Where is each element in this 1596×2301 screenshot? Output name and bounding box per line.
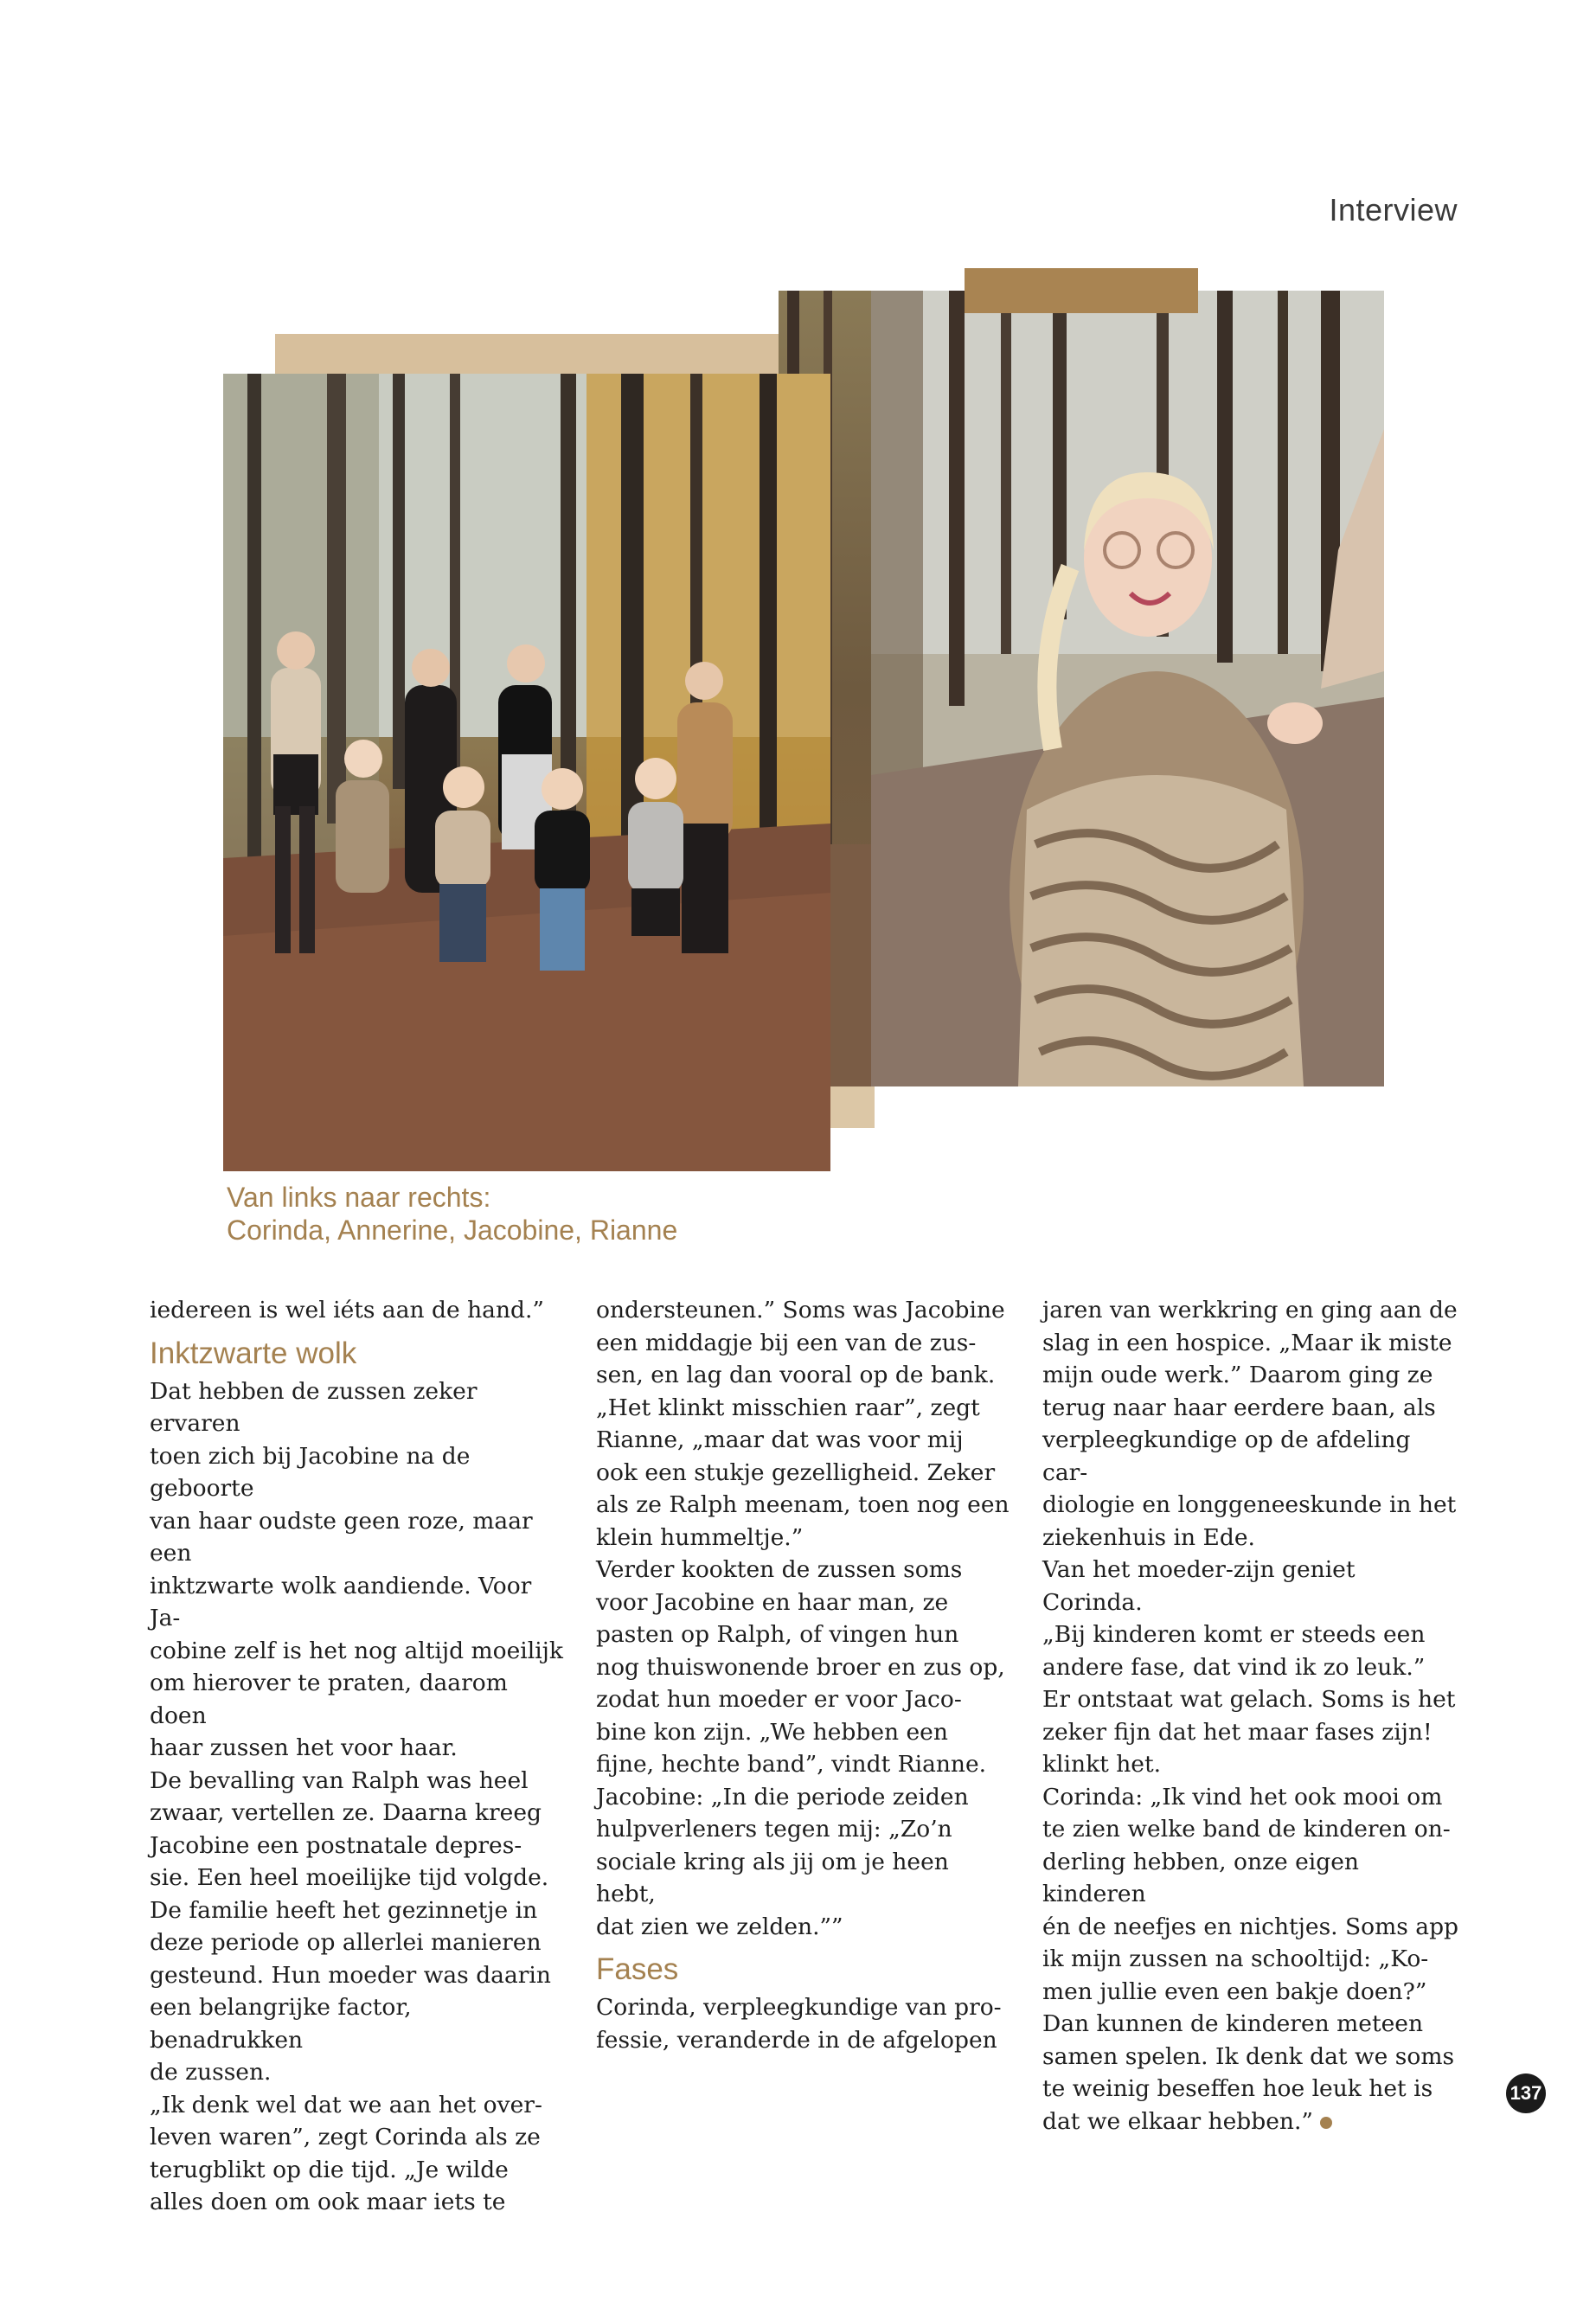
end-of-article-dot-icon <box>1320 2117 1332 2129</box>
article-column-3 <box>1042 1294 1461 2138</box>
paragraph: Verder kookten de zussen soms voor Jacobine en haar man, ze pasten op Ralph, of vingen hun nog thuiswonende broer en zus op, zodat hun moeder er voor Jaco- bine kon zijn. „We hebben een fijne, hechte band”, vindt Rianne. Jacobine: „In die periode zeiden hulpverleners tegen mij: „Zo’n sociale kring als jij om je heen hebt, dat zien we zelden.”” <box>596 1556 1005 1940</box>
article-column-2 <box>596 1294 1015 2056</box>
photo-caption <box>227 1181 677 1247</box>
paragraph: „Ik denk wel dat we aan het over- leven waren”, zegt Corinda als ze terugblikt op die tijd. „Je wilde alles doen om ook maar iets te <box>150 2091 542 2215</box>
family-photo <box>223 374 830 1171</box>
caption-line-1: Van links naar rechts: <box>227 1182 491 1213</box>
tape-strip-dark-decoration <box>965 268 1198 313</box>
section-label: Interview <box>1329 192 1458 228</box>
paragraph: ondersteunen.” Soms was Jacobine een middagje bij een van de zus- sen, en lag dan vooral op de bank. „Het klinkt misschien raar”, zegt Rianne, „maar dat was voor mij ook een stukje gezelligheid. Zeker als ze Ralph meenam, toen nog een klein hummeltje.” <box>596 1297 1010 1551</box>
final-text: Corinda: „Ik vind het ook mooi om te zien welke band de kinderen on- derling hebben, onze eigen kinderen én de neefjes en nichtjes. Soms app ik mijn zussen na schooltijd: „Ko- men jullie even een bakje doen?” Dan kunnen de kinderen meteen samen spelen. Ik denk dat we soms te weinig beseffen hoe leuk het is dat we elkaar hebben.” <box>1042 1783 1459 2135</box>
caption-line-2: Corinda, Annerine, Jacobine, Rianne <box>227 1215 678 1246</box>
paragraph-final <box>1042 1781 1461 2138</box>
paragraph: Dat hebben de zussen zeker ervaren toen zich bij Jacobine na de geboorte van haar oudste geen roze, maar een inktzwarte wolk aandiende. Voor Ja- cobine zelf is het nog altijd moeilijk om hierover te praten, daarom doen haar zussen het voor haar. <box>150 1377 563 1761</box>
page-number-badge: 137 <box>1506 2073 1546 2113</box>
paragraph: Corinda, verpleegkundige van pro- fessie, veranderde in de afgelopen <box>596 1994 1002 2054</box>
paragraph: De bevalling van Ralph was heel zwaar, vertellen ze. Daarna kreeg Jacobine een postnatale depres- sie. Een heel moeilijke tijd volgde. De familie heeft het gezinnetje in deze periode op allerlei manieren gesteund. Hun moeder was daarin een belangrijke factor, benadrukken de zussen. <box>150 1766 551 2086</box>
paragraph: iedereen is wel iéts aan de hand.” <box>150 1297 544 1324</box>
article-column-1 <box>150 1294 568 2219</box>
subheading-inktzwarte-wolk: Inktzwarte wolk <box>150 1336 357 1370</box>
girl-portrait-photo <box>871 291 1384 1086</box>
subheading-fases: Fases <box>596 1952 679 1986</box>
paragraph: jaren van werkkring en ging aan de slag in een hospice. „Maar ik miste mijn oude werk.” Daarom ging ze terug naar haar eerdere baan, als verpleegkundige op de afdeling car- diologie en longgeneeskunde in het ziekenhuis in Ede. <box>1042 1297 1458 1551</box>
paragraph: Van het moeder-zijn geniet Corinda. „Bij kinderen komt er steeds een andere fase, dat vind ik zo leuk.” Er ontstaat wat gelach. Soms is het zeker fijn dat het maar fases zijn! klinkt het. <box>1042 1556 1456 1778</box>
